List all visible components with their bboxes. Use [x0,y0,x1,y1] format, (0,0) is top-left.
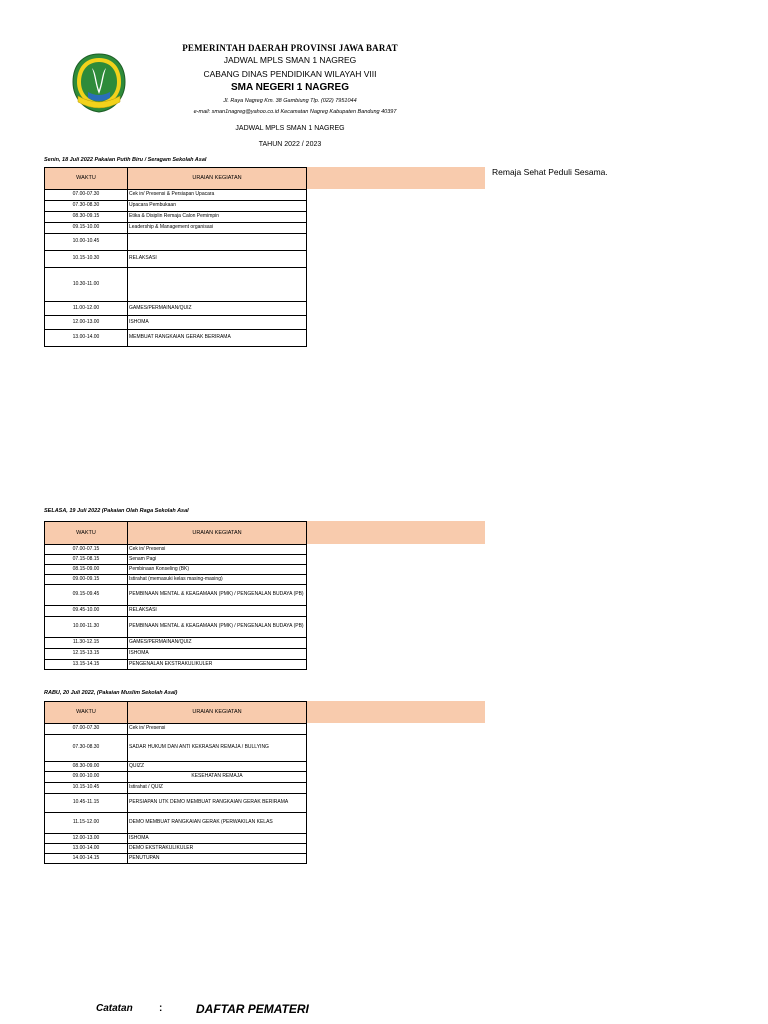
header-schedule-title: JADWAL MPLS SMAN 1 NAGREG [223,55,357,65]
row-time: 12.15-13.15 [45,649,128,660]
row-time: 13.15-14.15 [45,660,128,670]
table-row [45,575,307,585]
document-year: TAHUN 2022 / 2023 [258,141,322,148]
row-time: 10.30-11.00 [45,268,128,302]
table-row [45,638,307,649]
row-activity: PEMBINAAN MENTAL & KEAGAMAAN (PMK) / PENGENALAN BUDAYA (PB) [128,585,307,606]
day1-schedule-table [44,167,307,347]
row-activity: RELAKSASI [128,606,307,617]
row-time: 10.00-11.30 [45,617,128,638]
west-java-emblem-logo [70,52,128,114]
row-time: 08.30-09.15 [45,212,128,223]
row-activity: DEMO EKSTRAKULIKULER [128,844,307,854]
row-activity: Leadership & Management organisasi [128,223,307,234]
row-time: 07.00-07.15 [45,545,128,555]
row-activity: PENUTUPAN [128,854,307,864]
table-row [45,316,307,330]
table-row [45,834,307,844]
row-activity: PENGENALAN EKSTRAKULIKULER [128,660,307,670]
table-row [45,555,307,565]
day2-label: SELASA, 19 Juli 2022 (Pakaian Olah Raga Sekolah Asal [44,508,189,514]
row-activity: MEMBUAT RANGKAIAN GERAK BERIRAMA [128,330,307,347]
row-time: 09.00-10.00 [45,772,128,783]
row-time: 07.30-08.30 [45,735,128,762]
row-time: 10.15-10.45 [45,783,128,794]
row-activity: GAMES/PERMAINAN/QUIZ [128,302,307,316]
row-activity: RELAKSASI [128,251,307,268]
table-row [45,223,307,234]
row-time: 10.15-10.30 [45,251,128,268]
row-time: 12.00-13.00 [45,316,128,330]
table-row [45,649,307,660]
col-header-activity: URAIAN KEGIATAN [128,168,307,190]
row-activity: Cek in/ Presensi [128,724,307,735]
table-row [45,735,307,762]
row-time: 09.00-09.15 [45,575,128,585]
row-activity: ISHOMA [128,834,307,844]
day3-header-extension [306,701,485,723]
col-header-time: WAKTU [45,522,128,545]
row-time: 08.15-09.00 [45,565,128,575]
col-header-time: WAKTU [45,702,128,724]
table-row [45,813,307,834]
row-activity [128,234,307,251]
row-activity: GAMES/PERMAINAN/QUIZ [128,638,307,649]
row-activity: Etika & Disiplin Remaja Calon Pemimpin [128,212,307,223]
row-time: 08.30-09.00 [45,762,128,772]
row-time: 09.15-09.45 [45,585,128,606]
row-time: 13.00-14.00 [45,844,128,854]
table-row [45,234,307,251]
table-row [45,212,307,223]
table-row [45,302,307,316]
row-time: 07.00-07.30 [45,724,128,735]
row-activity [128,268,307,302]
table-row [45,660,307,670]
header-address: Jl. Raya Nagreg Km. 38 Gambiung Tlp. (022) 7951044 [223,98,357,104]
row-time: 14.00-14.15 [45,854,128,864]
table-row [45,190,307,201]
table-row [45,724,307,735]
col-header-activity: URAIAN KEGIATAN [128,522,307,545]
row-time: 11.15-12.00 [45,813,128,834]
table-row [45,794,307,813]
table-row [45,268,307,302]
day3-label: RABU, 20 Juli 2022, (Pakaian Muslim Sekolah Asal) [44,690,178,696]
row-time: 09.45-10.00 [45,606,128,617]
row-activity: Pembinaan Konseling (BK) [128,565,307,575]
day3-schedule-table [44,701,307,864]
row-time: 09.15-10.00 [45,223,128,234]
document-title: JADWAL MPLS SMAN 1 NAGREG [235,125,345,132]
footer-colon: : [159,1003,163,1014]
day2-header-extension [306,521,485,544]
row-activity: Senam Pagi [128,555,307,565]
table-row [45,772,307,783]
row-activity: Istirahat (memasuki kelas masing-masing) [128,575,307,585]
row-activity: KESEHATAN REMAJA [128,772,307,783]
row-time: 07.30-08.30 [45,201,128,212]
row-activity: Upacara Pembukaan [128,201,307,212]
row-activity: PEMBINAAN MENTAL & KEAGAMAAN (PMK) / PENGENALAN BUDAYA (PB) [128,617,307,638]
header-email: e-mail: sman1nagreg@yahoo.co.id Kecamatan Nagreg Kabupaten Bandung 40397 [193,109,397,115]
row-time: 11.30-12.15 [45,638,128,649]
row-activity: PERSIAPAN UTK DEMO MEMBUAT RANGKAIAN GERAK BERIRAMA [128,794,307,813]
row-time: 07.00-07.30 [45,190,128,201]
table-row [45,617,307,638]
day1-header-extension [306,167,485,189]
table-row [45,585,307,606]
row-activity: DEMO MEMBUAT RANGKAIAN GERAK (PERWAKILAN KELAS [128,813,307,834]
row-activity: ISHOMA [128,316,307,330]
row-activity: SADAR HUKUM DAN ANTI KEKRASAN REMAJA / BULLYING [128,735,307,762]
header-branch: CABANG DINAS PENDIDIKAN WILAYAH VIII [203,69,377,79]
row-activity: Cek in/ Presensi & Persiapan Upacara [128,190,307,201]
day2-schedule-table [44,521,307,670]
footer-speaker-list-title: DAFTAR PEMATERI [196,1002,309,1016]
row-time: 10.00-10.45 [45,234,128,251]
table-row [45,201,307,212]
table-row [45,783,307,794]
day1-label: Senin, 18 Juli 2022 Pakaian Putih Biru / Seragam Sekolah Asal [44,157,207,163]
table-row [45,762,307,772]
row-activity: QUIZZ [128,762,307,772]
row-activity: ISHOMA [128,649,307,660]
row-activity: Istirahat / QUIZ [128,783,307,794]
table-row [45,565,307,575]
footer-catatan: Catatan [96,1003,133,1014]
row-time: 12.00-13.00 [45,834,128,844]
table-row [45,844,307,854]
table-row [45,330,307,347]
col-header-time: WAKTU [45,168,128,190]
row-activity: Cek in/ Presensi [128,545,307,555]
col-header-activity: URAIAN KEGIATAN [128,702,307,724]
row-time: 13.00-14.00 [45,330,128,347]
header-school-name: SMA NEGERI 1 NAGREG [231,82,349,93]
row-time: 11.00-12.00 [45,302,128,316]
table-row [45,251,307,268]
table-row [45,854,307,864]
table-row [45,606,307,617]
side-note: Remaja Sehat Peduli Sesama. [492,167,608,177]
header-government: PEMERINTAH DAERAH PROVINSI JAWA BARAT [182,43,398,53]
row-time: 10.45-11.15 [45,794,128,813]
row-time: 07.15-08.15 [45,555,128,565]
table-row [45,545,307,555]
